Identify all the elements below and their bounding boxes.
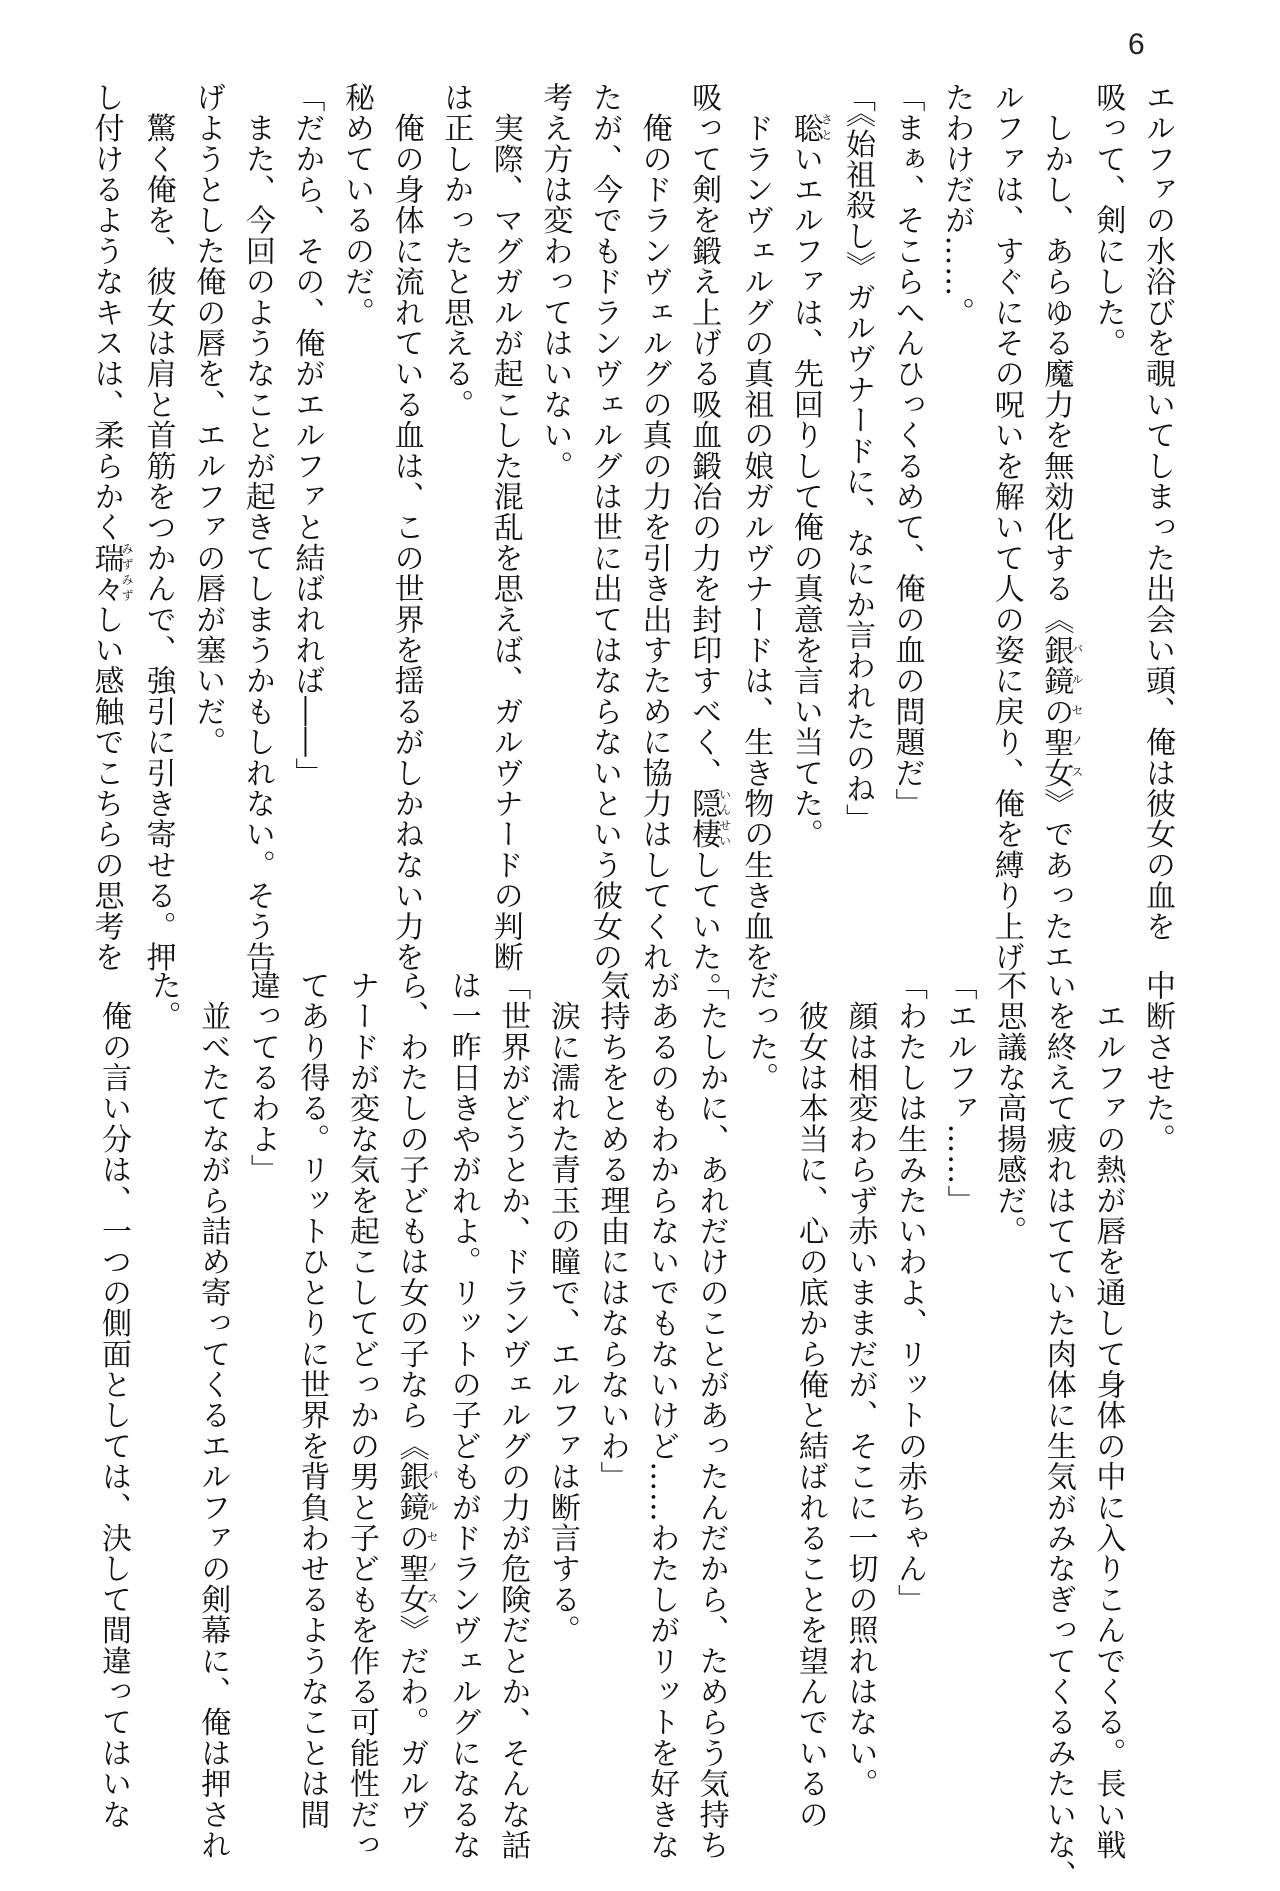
ruby-annotation: バルセノス: [1069, 634, 1084, 789]
text-block-upper: [88, 82, 1182, 1004]
text-line: [237, 970, 287, 1850]
text-segment: 「まぁ、そこらへんひっくるめて、俺の血の問題だ」: [889, 82, 925, 819]
text-line: [188, 970, 238, 1861]
text-line: [88, 970, 138, 1850]
text-line: [984, 970, 1034, 1850]
text-line: [1031, 82, 1084, 973]
text-line: [282, 82, 332, 962]
text-segment: しかし、あらゆる魔力を無効化する《: [1038, 82, 1074, 635]
text-segment: 顔は相変わらず赤いままだが、そこに一切の照れはない。: [842, 970, 878, 1799]
text-segment: 「エルファ……」: [941, 970, 977, 1216]
text-segment: ドランヴェルグの真祖の娘ガルヴナードは、生き物の生き血を: [738, 82, 774, 973]
text-line: [1033, 970, 1083, 1891]
text-line: [488, 970, 538, 1861]
text-segment: たが、今でもドランヴェルグは世に出てはならないという彼女の: [586, 82, 622, 973]
text-line: [1083, 82, 1133, 962]
ruby-annotation: いんせい: [717, 788, 732, 850]
ruby-text: [1038, 634, 1084, 789]
text-line: [381, 82, 431, 973]
text-line: [884, 970, 934, 1850]
text-segment: 不思議な高揚感だ。: [991, 970, 1027, 1247]
ruby-base: 瑞々: [88, 542, 124, 604]
ruby-base: 聡: [787, 112, 823, 144]
ruby-base: 隠棲: [686, 788, 722, 850]
ruby-text: [686, 788, 732, 850]
text-segment: 秘めているのだ。: [339, 82, 374, 328]
ruby-text: [393, 1461, 440, 1615]
text-segment: ルファは、すぐにその呪いを解いて人の姿に戻り、俺を縛り上げ: [988, 82, 1024, 973]
text-line: [835, 970, 885, 1850]
text-segment: いを終えて疲れはてていた肉体に生気がみなぎってくるみたいな、: [1040, 970, 1076, 1891]
text-block-lower: [90, 970, 1182, 1891]
text-line: [686, 970, 736, 1861]
text-line: [629, 82, 679, 973]
text-segment: 「わたしは生みたいわよ、リットの赤ちゃん」: [892, 970, 928, 1615]
text-segment: 「たしかに、あれだけのことがあったんだから、ためらう気持ち: [693, 970, 729, 1861]
text-segment: し付けるようなキスは、柔らかく: [88, 82, 124, 543]
text-line: [882, 82, 932, 962]
ruby-annotation: バルセノス: [425, 1461, 440, 1615]
text-line: [133, 82, 183, 973]
text-segment: ら、わたしの子どもは女の子なら《: [393, 970, 429, 1462]
page-number: 6: [1128, 28, 1145, 61]
text-segment: 実際、マグガルが起こした混乱を思えば、ガルヴナードの判断: [487, 82, 523, 973]
text-segment: げようとした俺の唇を、エルファの唇が塞いだ。: [190, 82, 226, 758]
text-segment: だった。: [743, 970, 779, 1093]
text-segment: 俺の言い分は、一つの側面としては、決して間違ってはいな: [96, 970, 132, 1830]
text-segment: 考え方は変わってはいない。: [537, 82, 573, 482]
ruby-base: 銀鏡の聖女: [393, 1461, 429, 1615]
text-line: [636, 970, 686, 1861]
ruby-text: [787, 112, 834, 144]
text-segment: 驚く俺を、彼女は肩と首筋をつかんで、強引に引き寄せる。押: [140, 82, 176, 973]
text-line: [138, 970, 188, 1850]
text-segment: 気持ちをとめる理由にはならないわ」: [594, 970, 630, 1492]
text-segment: 》だわ。ガルヴ: [393, 1614, 429, 1830]
text-line: [480, 82, 530, 973]
text-segment: があるのもわからないでもないけど……わたしがリットを好きな: [644, 970, 680, 1861]
text-segment: また、今回のようなことが起きてしまうかもしれない。そう告: [239, 82, 275, 973]
text-segment: していた。: [686, 849, 722, 1004]
text-line: [438, 970, 488, 1861]
text-line: [579, 82, 629, 973]
text-line: [331, 82, 381, 962]
text-segment: は正しかったと思える。: [438, 82, 474, 420]
text-line: [932, 82, 982, 962]
text-line: [537, 970, 587, 1850]
text-segment: 「世界がどうとか、ドランヴェルグの力が危険だとか、そんな話: [495, 970, 531, 1861]
text-line: [587, 970, 637, 1850]
text-line: [731, 82, 781, 973]
text-segment: エルファの水浴びを覗いてしまった出会い頭、俺は彼女の血を: [1140, 82, 1175, 942]
text-line: [81, 82, 135, 973]
ruby-base: 銀鏡の聖女: [1038, 634, 1074, 789]
text-line: [780, 82, 832, 962]
text-segment: は一昨日きやがれよ。リットの子どもがドランヴェルグになるな: [445, 970, 481, 1861]
text-line: [679, 82, 732, 1004]
text-segment: たわけだが……。: [939, 82, 975, 328]
text-segment: 涙に濡れた青玉の瞳で、エルファは断言する。: [544, 970, 580, 1646]
text-line: [386, 970, 438, 1850]
text-line: [232, 82, 282, 973]
ruby-annotation: さと: [819, 112, 834, 144]
text-segment: 「だから、その、俺がエルファと結ばれれば――」: [289, 82, 325, 789]
text-segment: 違ってるわよ」: [244, 970, 280, 1185]
ruby-annotation: みずみず: [120, 542, 135, 604]
text-line: [736, 970, 786, 1850]
text-segment: 吸って剣を鍛え上げる吸血鍛冶の力を封印すべく、: [686, 82, 722, 789]
text-line: [1132, 82, 1182, 962]
text-segment: 中断させた。: [1140, 970, 1175, 1155]
text-line: [431, 82, 481, 962]
text-segment: 「《始祖殺し》ガルヴナードに、なにか言われたのね」: [839, 82, 875, 835]
text-segment: しい感触でこちらの思考を: [88, 603, 124, 973]
text-line: [287, 970, 337, 1850]
text-segment: 吸って、剣にした。: [1090, 82, 1126, 359]
text-segment: エルファの熱が唇を通して身体の中に入りこんでくる。長い戦: [1090, 970, 1126, 1861]
text-segment: [788, 82, 823, 113]
ruby-text: [88, 542, 135, 604]
text-line: [1083, 970, 1133, 1861]
text-segment: 俺の身体に流れている血は、この世界を揺るがしかねない力を: [388, 82, 424, 973]
text-segment: 並べたてながら詰め寄ってくるエルファの剣幕に、俺は押され: [195, 970, 231, 1861]
text-segment: てあり得る。リットひとりに世界を背負わせるようなことは間: [294, 970, 330, 1830]
text-segment: 》であったエ: [1038, 788, 1074, 973]
text-line: [1132, 970, 1182, 1850]
text-line: [336, 970, 386, 1861]
text-segment: 彼女は本当に、心の底から俺と結ばれることを望んでいるの: [792, 970, 828, 1830]
text-segment: ナードが変な気を起こしてどっかの男と子どもを作る可能性だっ: [344, 970, 379, 1861]
text-line: [785, 970, 835, 1850]
text-segment: 俺のドランヴェルグの真の力を引き出すために協力はしてくれ: [636, 82, 672, 973]
text-line: [981, 82, 1031, 973]
text-line: [530, 82, 580, 962]
text-segment: いエルファは、先回りして俺の真意を言い当てた。: [787, 143, 823, 850]
text-line: [934, 970, 984, 1850]
text-line: [832, 82, 882, 962]
text-line: [183, 82, 233, 962]
text-segment: た。: [145, 970, 181, 1032]
